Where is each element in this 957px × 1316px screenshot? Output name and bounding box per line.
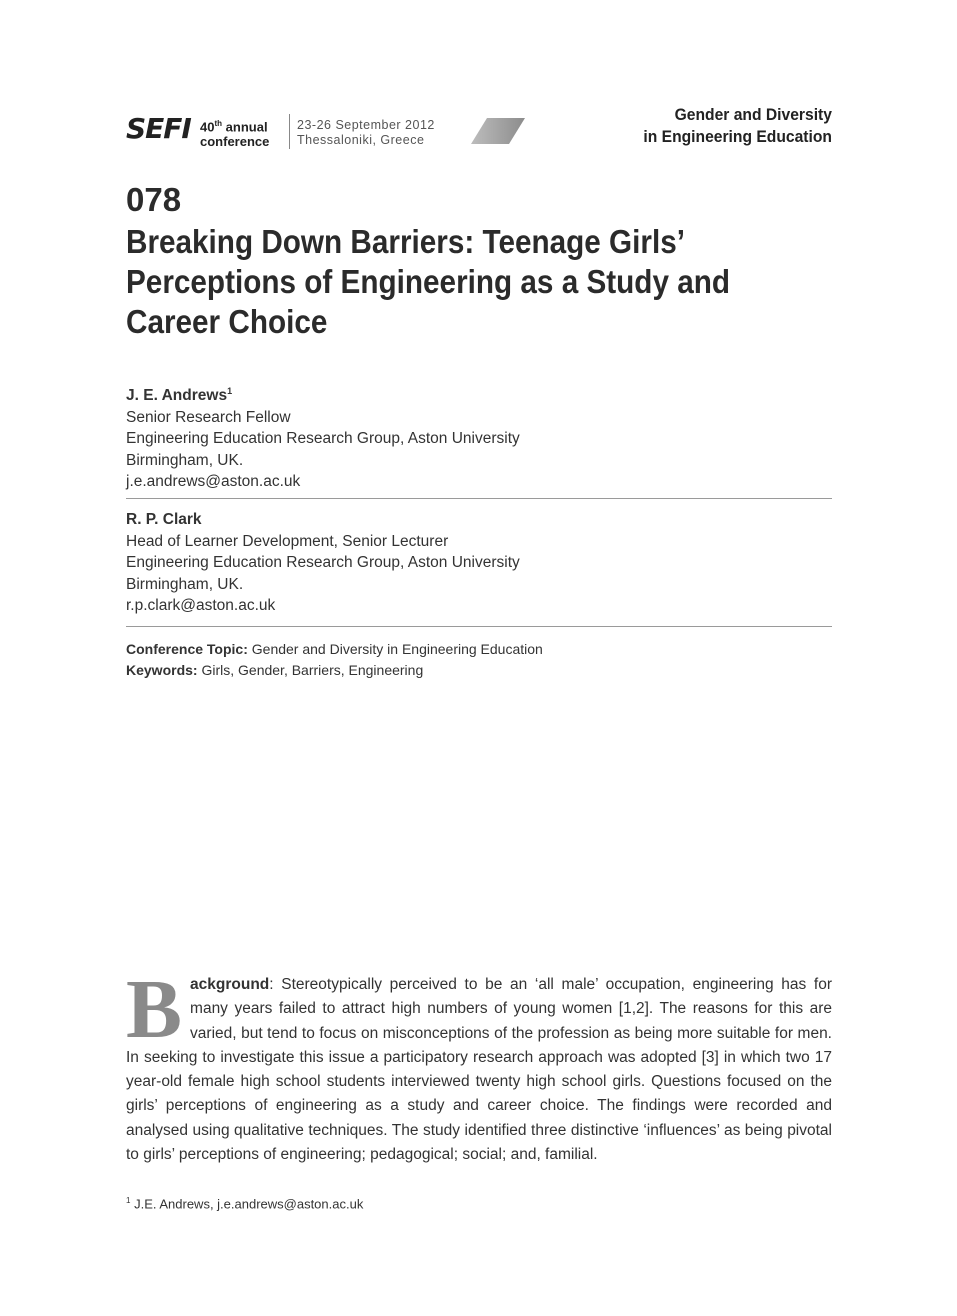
sefi-logo: SEFI <box>126 112 191 145</box>
keywords <box>126 660 543 681</box>
track-line-2: in Engineering Education <box>643 127 832 146</box>
divider <box>126 626 832 627</box>
paper-title <box>126 222 774 342</box>
conference-topic <box>126 639 543 660</box>
footnote-text: J.E. Andrews, j.e.andrews@aston.ac.uk <box>134 1196 364 1212</box>
author-email[interactable]: j.e.andrews@aston.ac.uk <box>126 473 301 491</box>
paper-number: 078 <box>126 181 182 218</box>
author-block <box>126 509 832 617</box>
author-name-text: J. E. Andrews <box>126 387 228 405</box>
topic-label: Conference Topic: <box>126 641 248 657</box>
header-divider <box>289 114 290 149</box>
conference-dates <box>297 118 435 148</box>
title-line: Perceptions of Engineering as a Study and <box>126 263 731 300</box>
conference-label <box>200 116 269 149</box>
author-role: Head of Learner Development, Senior Lecturer <box>126 532 449 550</box>
conference-word: conference <box>200 134 270 150</box>
track-line-1: Gender and Diversity <box>674 105 832 124</box>
author-affiliation: Engineering Education Research Group, Aston University <box>126 430 520 448</box>
conference-annual: annual <box>225 119 268 135</box>
author-role: Senior Research Fellow <box>126 408 291 426</box>
page-header <box>126 104 832 156</box>
decorative-parallelogram-icon <box>471 118 525 144</box>
title-line: Career Choice <box>126 303 328 340</box>
keywords-label: Keywords: <box>126 662 198 678</box>
paper-meta <box>126 639 543 681</box>
abstract <box>126 963 832 1167</box>
author-footnote-mark: 1 <box>227 386 233 396</box>
author-affiliation: Engineering Education Research Group, Aston University <box>126 554 520 571</box>
author-email[interactable]: r.p.clark@aston.ac.uk <box>126 597 276 614</box>
drop-cap: B <box>126 963 183 1056</box>
author-city: Birmingham, UK. <box>126 451 244 469</box>
conference-date-range: 23-26 September 2012 <box>297 118 435 132</box>
keywords-value: Girls, Gender, Barriers, Engineering <box>201 662 424 678</box>
author-name <box>126 381 832 407</box>
abstract-text: : Stereotypically perceived to be an ‘all male’ occupation, engineering has for many years failed to attract high numbers of young women [1,2]. The reasons for this are varied, but tend to focus on misconceptions of the profession as being more suitable for men. In seeking to investigate this issue a participatory research approach was adopted [3] in which two 17 year-old female high school students interviewed twenty high school girls. Questions focused on the girls’ perceptions of engineering as a study and career choice. The findings were recorded and analysed using qualitative techniques. The study identified three distinctive ‘influences’ as being pivotal to girls’ perceptions of engineering; pedagogical; social; and, familial. <box>126 976 832 1164</box>
author-name: R. P. Clark <box>126 511 202 528</box>
title-line: Breaking Down Barriers: Teenage Girls’ <box>126 223 685 260</box>
divider <box>126 498 832 499</box>
conference-location: Thessaloniki, Greece <box>297 133 425 147</box>
footnote <box>126 1196 363 1211</box>
author-city: Birmingham, UK. <box>126 575 244 593</box>
conference-ordinal: 40 <box>200 119 215 135</box>
track-title <box>643 104 832 148</box>
topic-value: Gender and Diversity in Engineering Education <box>251 641 543 657</box>
abstract-lead: ackground <box>190 976 270 993</box>
conference-ordinal-suffix: th <box>214 119 223 128</box>
footnote-mark: 1 <box>126 1196 131 1205</box>
author-block <box>126 381 832 493</box>
